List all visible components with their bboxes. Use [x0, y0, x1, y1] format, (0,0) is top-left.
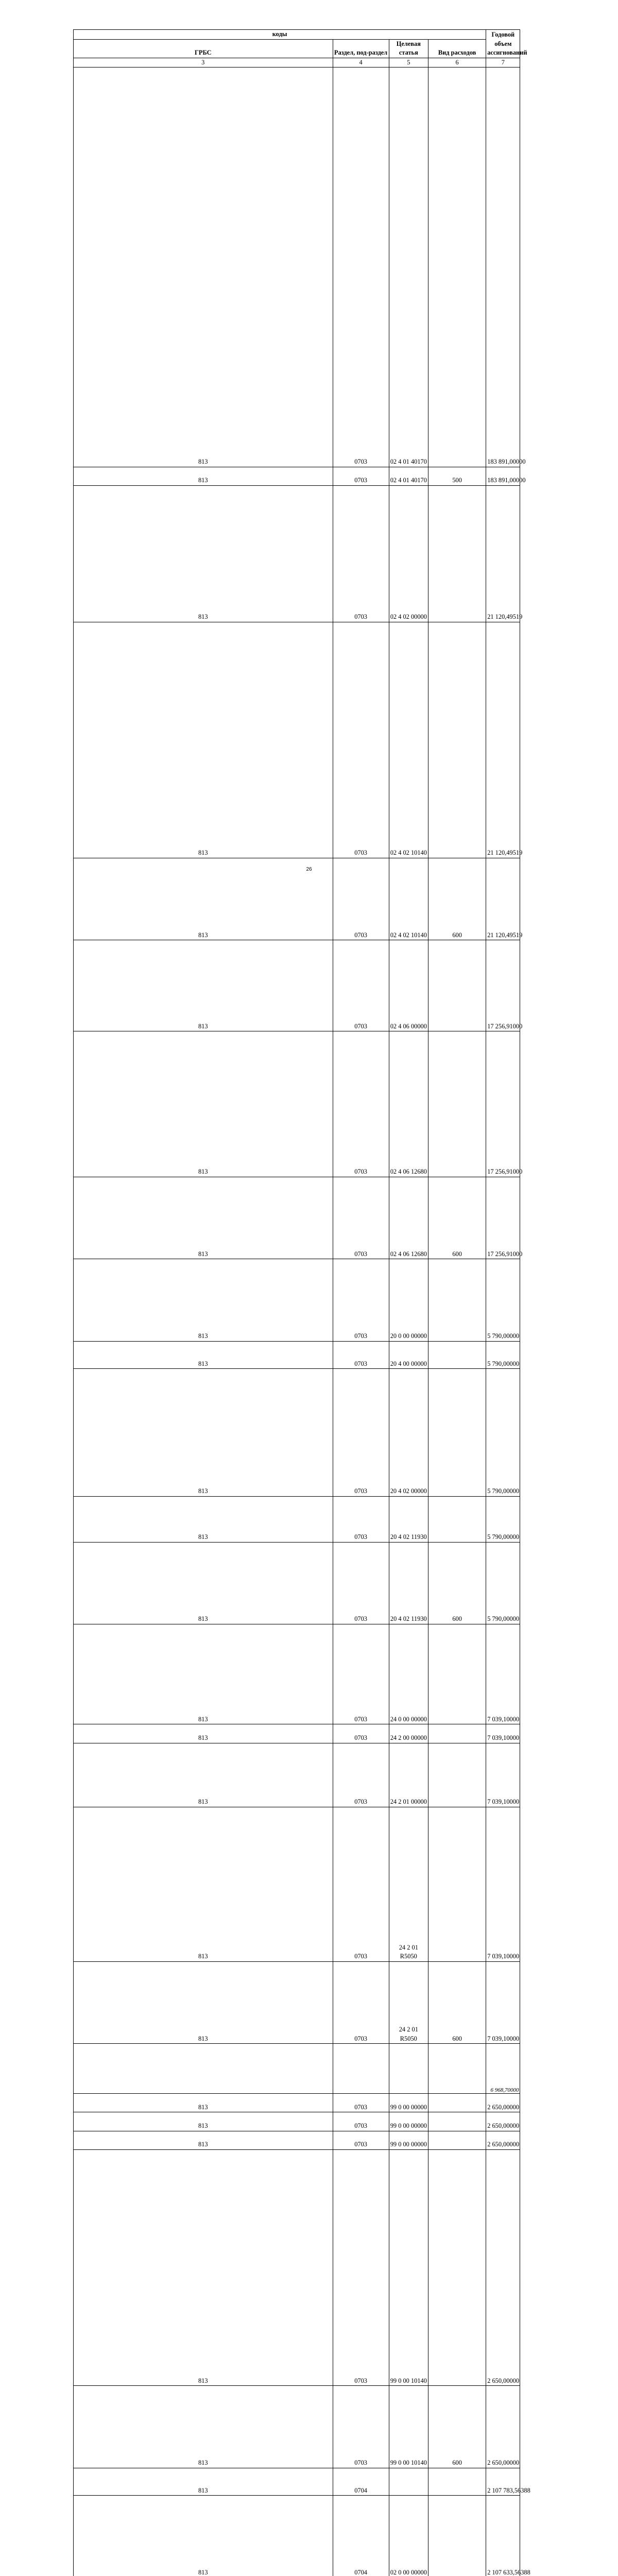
budget-document: [73, 29, 589, 2576]
target-cell: 02 4 02 00000: [389, 485, 428, 622]
amount-cell: 5 790,00000: [486, 1542, 520, 1624]
section-cell: 0703: [333, 1341, 389, 1369]
section-cell: 0703: [333, 1177, 389, 1259]
grbs-cell: 813: [74, 1961, 333, 2043]
section-cell: 0703: [333, 1624, 389, 1724]
table-row: [74, 1542, 589, 1624]
section-cell: 0703: [333, 2094, 389, 2112]
table-row: [74, 1961, 589, 2043]
amount-cell: 7 039,10000: [486, 1724, 520, 1743]
target-cell: 20 4 00 00000: [389, 1341, 428, 1369]
vr-cell: [428, 2112, 486, 2131]
grbs-cell: 813: [74, 2094, 333, 2112]
vr-cell: [428, 67, 486, 467]
target-cell: 02 4 06 12680: [389, 1177, 428, 1259]
table-row: [74, 940, 589, 1031]
amount-cell: 5 790,00000: [486, 1496, 520, 1542]
section-cell: 0703: [333, 940, 389, 1031]
section-cell: 0703: [333, 2386, 389, 2468]
target-cell: 24 2 01 00000: [389, 1743, 428, 1807]
grbs-cell: 813: [74, 2149, 333, 2385]
target-cell: 24 2 00 00000: [389, 1724, 428, 1743]
target-cell: 99 0 00 10140: [389, 2386, 428, 2468]
grbs-cell: 813: [74, 467, 333, 485]
vr-cell: 600: [428, 1542, 486, 1624]
table-row: [74, 2386, 589, 2468]
amount-cell: 2 650,00000: [486, 2386, 520, 2468]
grbs-cell: 813: [74, 622, 333, 858]
table-row: [74, 2094, 589, 2112]
table-row: [74, 1259, 589, 1341]
table-row: [74, 1341, 589, 1369]
grbs-cell: 813: [74, 1724, 333, 1743]
amount-cell: 7 039,10000: [486, 1961, 520, 2043]
amount-cell: 5 790,00000: [486, 1369, 520, 1496]
target-cell: [389, 2044, 428, 2094]
grbs-cell: 813: [74, 858, 333, 940]
target-cell: 02 4 02 10140: [389, 622, 428, 858]
header-section: Раздел, под-раздел: [333, 39, 389, 58]
section-cell: 0703: [333, 858, 389, 940]
target-cell: 02 4 06 00000: [389, 940, 428, 1031]
grbs-cell: 813: [74, 2131, 333, 2149]
amount-cell: 5 790,00000: [486, 1259, 520, 1341]
section-cell: 0703: [333, 622, 389, 858]
section-cell: 0703: [333, 67, 389, 467]
table-row: [74, 1031, 589, 1177]
amount-cell: 17 256,91000: [486, 1177, 520, 1259]
header-codes: коды: [74, 30, 486, 40]
colnum-4: 4: [333, 58, 389, 67]
vr-cell: [428, 1624, 486, 1724]
amount-cell: 2 107 633,56388: [486, 2496, 520, 2576]
vr-cell: 600: [428, 2386, 486, 2468]
target-cell: 20 4 02 00000: [389, 1369, 428, 1496]
vr-cell: 600: [428, 858, 486, 940]
grbs-cell: 813: [74, 1259, 333, 1341]
target-cell: 24 2 01 R5050: [389, 1961, 428, 2043]
amount-cell: 2 650,00000: [486, 2094, 520, 2112]
grbs-cell: 813: [74, 1341, 333, 1369]
vr-cell: [428, 1724, 486, 1743]
grbs-cell: 813: [74, 940, 333, 1031]
table-row: [74, 1624, 589, 1724]
vr-cell: [428, 1031, 486, 1177]
vr-cell: 600: [428, 1961, 486, 2043]
section-cell: 0703: [333, 1031, 389, 1177]
page-number: 26: [306, 867, 312, 872]
amount-cell: 21 120,49519: [486, 485, 520, 622]
colnum-6: 6: [428, 58, 486, 67]
target-cell: 99 0 00 00000: [389, 2112, 428, 2131]
table-row: [74, 1807, 589, 1961]
amount-cell: 2 650,00000: [486, 2149, 520, 2385]
header-amount: Годовой объем ассигнований: [486, 30, 520, 58]
amount-cell: 17 256,91000: [486, 1031, 520, 1177]
vr-cell: [428, 1369, 486, 1496]
target-cell: 20 4 02 11930: [389, 1496, 428, 1542]
grbs-cell: 813: [74, 67, 333, 467]
vr-cell: [428, 1496, 486, 1542]
table-row: [74, 67, 589, 467]
vr-cell: [428, 1807, 486, 1961]
vr-cell: [428, 940, 486, 1031]
table-row: [74, 2149, 589, 2385]
table-row: [74, 1724, 589, 1743]
header-grbs: ГРБС: [74, 39, 333, 58]
grbs-cell: 813: [74, 2112, 333, 2131]
table-row: [74, 467, 589, 485]
amount-cell: 183 891,00000: [486, 67, 520, 467]
grbs-cell: 813: [74, 1369, 333, 1496]
amount-cell: 7 039,10000: [486, 1807, 520, 1961]
grbs-cell: [74, 2044, 333, 2094]
table-row: [74, 1369, 589, 1496]
grbs-cell: 813: [74, 1496, 333, 1542]
grbs-cell: 813: [74, 2468, 333, 2496]
vr-cell: 600: [428, 1177, 486, 1259]
vr-cell: [428, 1341, 486, 1369]
amount-cell: 17 256,91000: [486, 940, 520, 1031]
target-cell: 24 2 01 R5050: [389, 1807, 428, 1961]
header-target: Целевая статья: [389, 39, 428, 58]
grbs-cell: 813: [74, 1743, 333, 1807]
table-row: [74, 2131, 589, 2149]
vr-cell: [428, 2149, 486, 2385]
grbs-cell: 813: [74, 1542, 333, 1624]
vr-cell: 500: [428, 467, 486, 485]
column-number-row: [74, 58, 589, 67]
target-cell: 02 4 01 40170: [389, 67, 428, 467]
budget-table: [73, 29, 589, 2576]
section-cell: 0703: [333, 1259, 389, 1341]
grbs-cell: 813: [74, 2496, 333, 2576]
vr-cell: [428, 2468, 486, 2496]
section-cell: 0703: [333, 1961, 389, 2043]
amount-cell: 5 790,00000: [486, 1341, 520, 1369]
vr-cell: [428, 2496, 486, 2576]
target-cell: 20 4 02 11930: [389, 1542, 428, 1624]
colnum-7: 7: [486, 58, 520, 67]
table-row: [74, 1743, 589, 1807]
section-cell: 0703: [333, 485, 389, 622]
amount-cell: 6 968,70000: [486, 2044, 520, 2094]
amount-cell: 21 120,49519: [486, 622, 520, 858]
section-cell: 0703: [333, 1743, 389, 1807]
grbs-cell: 813: [74, 1807, 333, 1961]
grbs-cell: 813: [74, 1624, 333, 1724]
amount-cell: 7 039,10000: [486, 1743, 520, 1807]
vr-cell: [428, 1743, 486, 1807]
target-cell: 20 0 00 00000: [389, 1259, 428, 1341]
table-row: [74, 1496, 589, 1542]
colnum-3: 3: [74, 58, 333, 67]
vr-cell: [428, 622, 486, 858]
target-cell: 02 0 00 00000: [389, 2496, 428, 2576]
section-cell: 0703: [333, 1496, 389, 1542]
amount-cell: 183 891,00000: [486, 467, 520, 485]
section-cell: 0703: [333, 467, 389, 485]
target-cell: 02 4 01 40170: [389, 467, 428, 485]
section-cell: 0703: [333, 1369, 389, 1496]
target-cell: 99 0 00 00000: [389, 2094, 428, 2112]
vr-cell: [428, 485, 486, 622]
grbs-cell: 813: [74, 1031, 333, 1177]
target-cell: 02 4 06 12680: [389, 1031, 428, 1177]
section-cell: 0703: [333, 2149, 389, 2385]
vr-cell: [428, 2094, 486, 2112]
amount-cell: 2 107 783,56388: [486, 2468, 520, 2496]
table-row: [74, 622, 589, 858]
grbs-cell: 813: [74, 1177, 333, 1259]
colnum-5: 5: [389, 58, 428, 67]
vr-cell: [428, 2044, 486, 2094]
section-cell: 0703: [333, 1724, 389, 1743]
section-cell: 0703: [333, 2112, 389, 2131]
table-row: [74, 2468, 589, 2496]
grbs-cell: 813: [74, 485, 333, 622]
target-cell: [389, 2468, 428, 2496]
federal-budget-row: [74, 2044, 589, 2094]
section-cell: [333, 2044, 389, 2094]
vr-cell: [428, 1259, 486, 1341]
header-exptype: Вид расходов: [428, 39, 486, 58]
grbs-cell: 813: [74, 2386, 333, 2468]
target-cell: 99 0 00 10140: [389, 2149, 428, 2385]
amount-cell: 2 650,00000: [486, 2112, 520, 2131]
vr-cell: [428, 2131, 486, 2149]
amount-cell: 21 120,49519: [486, 858, 520, 940]
section-cell: 0703: [333, 1542, 389, 1624]
section-cell: 0704: [333, 2496, 389, 2576]
amount-cell: 2 650,00000: [486, 2131, 520, 2149]
section-cell: 0704: [333, 2468, 389, 2496]
table-row: [74, 1177, 589, 1259]
target-cell: 24 0 00 00000: [389, 1624, 428, 1724]
header-row-1: [74, 30, 589, 40]
table-row: [74, 2496, 589, 2576]
table-row: [74, 2112, 589, 2131]
section-cell: 0703: [333, 2131, 389, 2149]
section-cell: 0703: [333, 1807, 389, 1961]
target-cell: 02 4 02 10140: [389, 858, 428, 940]
amount-cell: 7 039,10000: [486, 1624, 520, 1724]
table-row: [74, 485, 589, 622]
target-cell: 99 0 00 00000: [389, 2131, 428, 2149]
